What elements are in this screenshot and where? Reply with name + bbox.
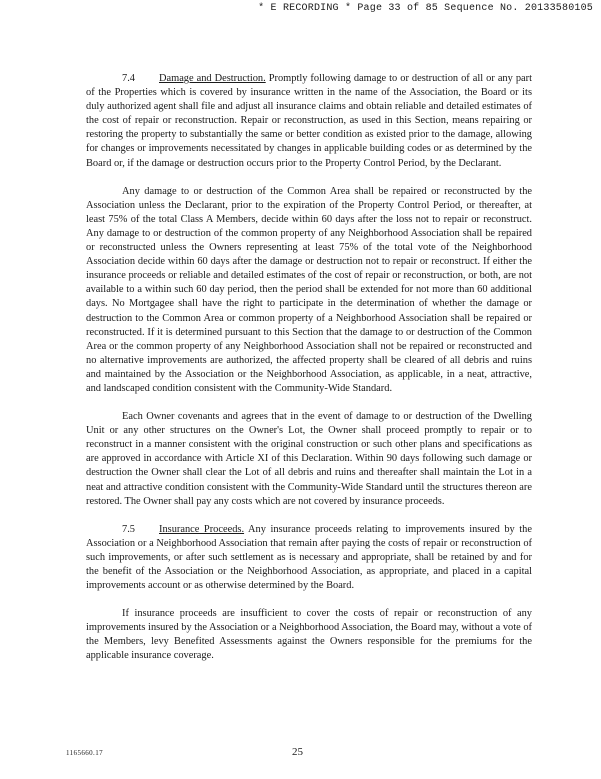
paragraph-text: Any insurance proceeds relating to improvements insured by the Association or a Neighborhood Association that remain after paying the costs of repair or reconstruction of such improvements, or after such settlement as is necessary and appropriate, shall be retained by and for the benefit of the Association or the Neighborhood Association, as appropriate, and placed in a capital improvements account or as otherwise determined by the Board. — [86, 523, 532, 592]
paragraph-common-area-repair: Any damage to or destruction of the Common Area shall be repaired or reconstructed by the Association unless the Declarant, prior to the expiration of the Property Control Period, or thereafter, at least 75% of the total Class A Members, decide within 60 days after the loss not to repair or reconstruct. Any damage to or destruction of the common property of any Neighborhood Association shall be repaired or reconstructed unless the Owners representing at least 75% of the total vote of the Neighborhood Association decide within 60 days after the damage or destruction not to repair or reconstruct. If either the insurance proceeds or reliable and detailed estimates of the cost of repair or reconstruction, or both, are not available to a within such 60 day period, then the period shall be extended for not more than 60 additional days. No Mortgagee shall have the right to participate in the determination of whether the damage or destruction to the Common Area or common property of a Neighborhood Association shall be repaired or reconstructed. If it is determined pursuant to this Section that the damage to or destruction of the Common Area or the common property of any Neighborhood Association shall not be repaired or reconstructed and no alternative improvements are authorized, the affected property shall be cleared of all debris and ruins and maintained by the Association or the Neighborhood Association, as applicable, in a neat, attractive, and landscaped condition consistent with the Community-Wide Standard. — [86, 185, 532, 394]
footer-doc-id: 1165660.17 — [66, 749, 103, 757]
section-number: 7.5 — [122, 523, 135, 535]
section-title: Insurance Proceeds. — [159, 523, 245, 535]
section-number: 7.4 — [122, 73, 135, 84]
paragraph-insufficient-proceeds: If insurance proceeds are insufficient to cover the costs of repair or reconstruction of any improvements insured by the Association or a Neighborhood Association, the Board may, without a vote of the Members, levy Benefited Assessments against the Owners responsible for the premiums for the applicable insurance coverage. — [86, 608, 532, 662]
document-body — [86, 72, 532, 678]
recording-header: * E RECORDING * Page 33 of 85 Sequence No. 20133580105 — [258, 3, 593, 14]
page-number: 25 — [292, 746, 303, 758]
section-title: Damage and Destruction. — [159, 73, 266, 84]
paragraph-text: Promptly following damage to or destruction of all or any part of the Properties which is covered by insurance written in the name of the Association, the Board or its duly authorized agent shall file and adjust all insurance claims and obtain reliable and detailed estimates of the cost of repair or reconstruction. Repair or reconstruction, as used in this Section, means repairing or restoring the property to substantially the same or better condition as existed prior to the damage, allowing for changes or improvements necessitated by changes in applicable building codes or as determined by the Board or, if the damage or destruction occurs prior to the Property Control Period, by the Declarant. — [86, 73, 532, 169]
section-7-4-intro — [86, 72, 532, 171]
paragraph-owner-covenants: Each Owner covenants and agrees that in the event of damage to or destruction of the Dwelling Unit or any other structures on the Owner's Lot, the Owner shall proceed promptly to repair or to reconstruct in a manner consistent with the original construction or such other plans and specifications as are approved in accordance with Article XI of this Declaration. Within 90 days following such damage or destruction the Owner shall clear the Lot of all debris and ruins and thereafter shall maintain the Lot in a neat and attractive condition consistent with the Community-Wide Standard until the structures thereon are restored. The Owner shall pay any costs which are not covered by insurance proceeds. — [86, 411, 532, 507]
section-7-5-intro — [86, 523, 532, 593]
